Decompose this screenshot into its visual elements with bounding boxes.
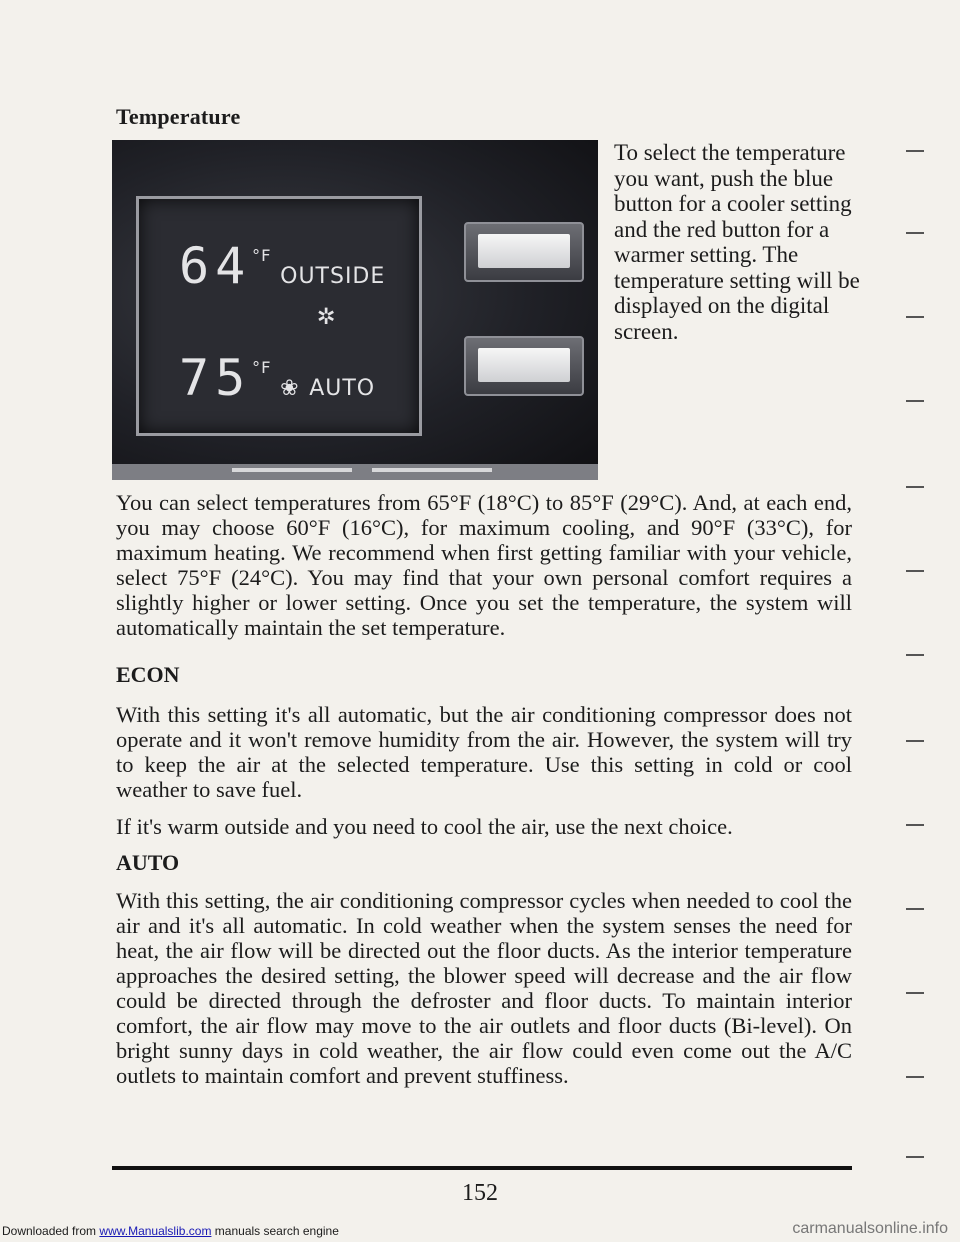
- watermark: carmanualsonline.info: [792, 1220, 948, 1237]
- margin-mark: [906, 400, 924, 402]
- outside-temp-value: 64: [179, 237, 252, 295]
- outside-temp-row: [179, 237, 459, 295]
- fan-row: [317, 297, 597, 332]
- auto-paragraph: With this setting, the air conditioning compressor cycles when needed to cool the air and it's all automatic. In cold weather when the system senses the need for heat, the air flow will be directed out the floor ducts. As the interior temperature approaches the desired setting, the blower speed will decrease and the air flow could be directed through the defroster and floor ducts. To maintain interior comfort, the air flow may move to the air outlets and floor ducts (Bi-level). On bright sunny days in cold weather, the air flow could even come out the A/C outlets to maintain comfort and prevent stuffiness.: [116, 888, 852, 1088]
- margin-mark: [906, 1076, 924, 1078]
- margin-mark: [906, 486, 924, 488]
- econ-note: If it's warm outside and you need to cool the air, use the next choice.: [116, 814, 733, 839]
- margin-mark: [906, 654, 924, 656]
- econ-heading: ECON: [116, 662, 180, 687]
- econ-paragraph: With this setting it's all automatic, but the air conditioning compressor does not operate and it won't remove humidity from the air. However, the system will try to keep the air at the selected temperature. Use this setting in cold or cool weather to save fuel.: [116, 702, 852, 802]
- page-number: 152: [462, 1180, 498, 1206]
- climate-control-photo: [112, 140, 598, 480]
- margin-mark: [906, 740, 924, 742]
- margin-mark: [906, 570, 924, 572]
- mode-label: AUTO: [309, 376, 376, 401]
- margin-mark: [906, 232, 924, 234]
- margin-mark: [906, 908, 924, 910]
- set-temp-unit: °F: [251, 358, 271, 377]
- warmer-button[interactable]: [464, 222, 584, 282]
- margin-mark: [906, 316, 924, 318]
- fan-icon: ✲: [317, 297, 336, 332]
- credit-suffix: manuals search engine: [214, 1224, 339, 1238]
- section-heading-temperature: Temperature: [116, 104, 241, 129]
- margin-mark: [906, 1156, 924, 1158]
- outside-temp-unit: °F: [251, 246, 271, 265]
- credit-prefix: Downloaded from: [2, 1224, 97, 1238]
- set-temp-value: 75: [179, 349, 252, 407]
- margin-mark: [906, 150, 924, 152]
- temperature-range-paragraph: You can select temperatures from 65°F (18°C) to 85°F (29°C). And, at each end, you may choose 60°F (16°C), for maximum cooling, and 90°F (33°C), for maximum heating. We recommend when first getting familiar with your vehicle, select 75°F (24°C). You may find that your own personal comfort requires a slightly higher or lower setting. Once you set the temperature, the system will automatically maintain the set temperature.: [116, 490, 852, 640]
- outside-label: OUTSIDE: [280, 264, 386, 289]
- control-panel-strip: [112, 464, 598, 480]
- footer-rule: [112, 1166, 852, 1170]
- side-description: To select the temperature you want, push the blue button for a cooler setting and the red button for a warmer setting. The temperature setting will be displayed on the digital screen.: [614, 140, 860, 344]
- set-temp-row: [179, 349, 459, 407]
- digital-display: [136, 196, 422, 436]
- margin-mark: [906, 824, 924, 826]
- defrost-icon: ❀: [280, 376, 300, 401]
- auto-heading: AUTO: [116, 850, 180, 875]
- margin-mark: [906, 992, 924, 994]
- download-credit: [2, 1224, 339, 1238]
- manualslib-link[interactable]: www.Manualslib.com: [99, 1224, 212, 1238]
- cooler-button[interactable]: [464, 336, 584, 396]
